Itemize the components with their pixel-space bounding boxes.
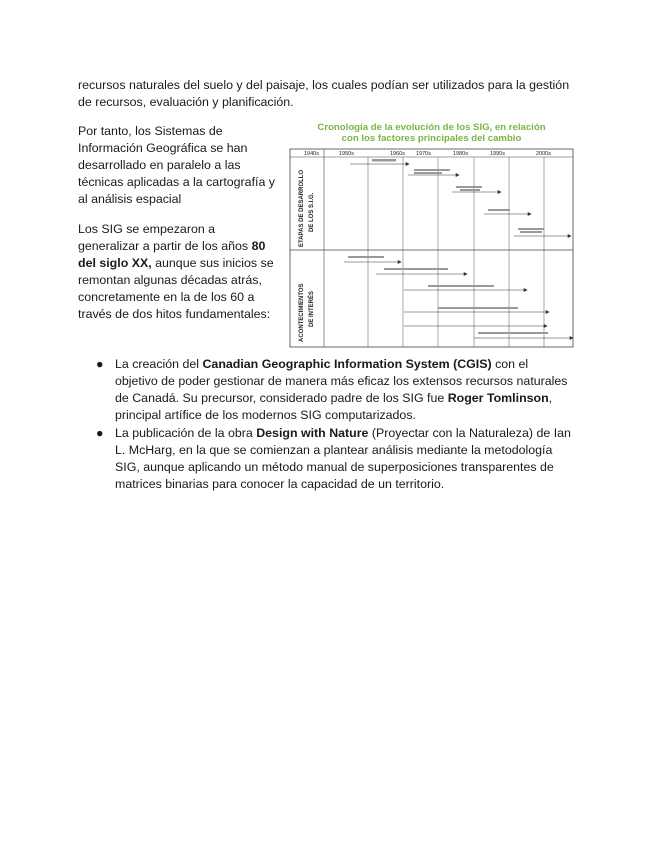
stage-arrows <box>350 159 571 238</box>
frame <box>290 149 573 347</box>
timeline-chart <box>288 122 575 348</box>
text-run: La creación del <box>115 357 203 371</box>
text-run: La publicación de la obra <box>115 426 257 440</box>
sig-timeline-figure <box>288 122 575 348</box>
text-run: , principal artífice de los modernos SIG computarizados. <box>115 391 553 422</box>
list-item <box>96 425 574 493</box>
paragraph-cartography: Por tanto, los Sistemas de Información Geográfica se han desarrollado en paralelo a las técnicas aplicadas a la cartografía y al análisis espacial <box>78 124 275 206</box>
figure-title-line2: con los factores principales del cambio <box>341 133 522 144</box>
bold-run: Design with Nature <box>256 426 369 440</box>
list-item <box>96 356 574 424</box>
row-label-stages: ETAPAS DE DESARROLLO <box>299 169 305 247</box>
text-run: aunque sus inicios se remontan algunas décadas atrás, concretamente en la de los 60 a través de dos hitos fundamentales: <box>78 256 274 321</box>
decade-label: 1960s <box>390 151 405 157</box>
bullet-list <box>96 356 574 494</box>
text-run: (Proyectar con la Naturaleza) de Ian L. McHarg, en la que se comienzan a plantear análisis mediante la metodología SIG, aunque aplicando un método manual de superposiciones transparentes de matrices binarias para conocer la capacidad de un territorio. <box>115 426 571 491</box>
bullet-icon: ● <box>96 426 104 440</box>
text-run: con el objetivo de poder gestionar de manera más eficaz los extensos recursos naturales de Canadá. Su precursor, considerado padre de los SIG fue <box>115 357 568 405</box>
paragraph-intro: recursos naturales del suelo y del paisaje, los cuales podían ser utilizados para la gestión de recursos, evaluación y planificación. <box>78 78 570 109</box>
bullet-icon: ● <box>96 357 104 371</box>
figure-title-line1: Cronología de la evolución de los SIG, en relación <box>317 122 546 133</box>
row-label-events: ACONTECIMIENTOS <box>299 283 305 342</box>
decade-label: 1970s <box>416 151 431 157</box>
decade-gridlines <box>368 157 544 347</box>
bold-run: 80 del siglo XX, <box>78 239 266 270</box>
decade-label: 1980s <box>453 151 468 157</box>
paragraph-generalization <box>78 221 278 323</box>
event-arrows <box>344 256 573 340</box>
decade-label: 1950s <box>339 151 354 157</box>
bold-run: Canadian Geographic Information System (CGIS) <box>202 357 492 371</box>
decade-label: 1940s <box>304 151 319 157</box>
decade-label: 1990s <box>490 151 505 157</box>
text-run: Los SIG se empezaron a generalizar a partir de los años <box>78 222 252 253</box>
bold-run: Roger Tomlinson <box>447 391 549 405</box>
row-label-stages-2: DE LOS S.I.G. <box>309 192 315 232</box>
decade-label: 2000s <box>536 151 551 157</box>
row-label-events-2: DE INTERÉS <box>309 290 315 327</box>
